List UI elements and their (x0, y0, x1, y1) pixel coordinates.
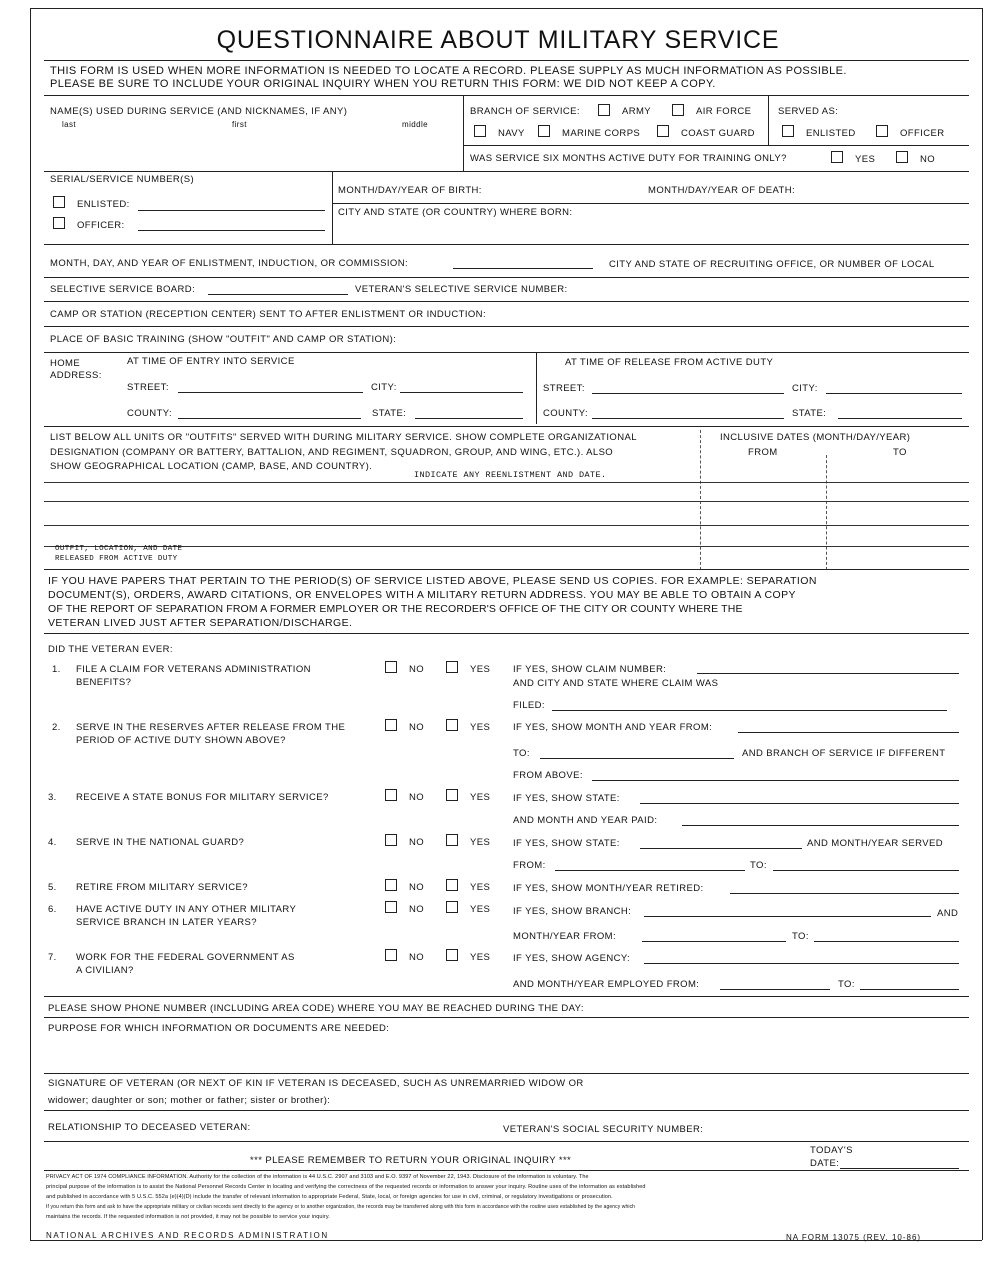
q3-paid-label: AND MONTH AND YEAR PAID: (513, 815, 658, 826)
rule (463, 145, 969, 146)
q2-from-field[interactable] (738, 732, 959, 733)
serial-officer-checkbox[interactable] (53, 217, 65, 229)
six-months-no-label: NO (920, 154, 936, 165)
entry-state-label: STATE: (372, 408, 407, 419)
q4-no-checkbox[interactable] (385, 834, 397, 846)
q7-text-2: A CIVILIAN? (76, 965, 134, 976)
q1-text-2: BENEFITS? (76, 677, 132, 688)
served-divider (768, 95, 769, 145)
rule (44, 633, 969, 634)
q6-text-1: HAVE ACTIVE DUTY IN ANY OTHER MILITARY (76, 904, 297, 915)
q4-from-label: FROM: (513, 860, 546, 871)
served-officer-checkbox[interactable] (876, 125, 888, 137)
q1-yes-label: YES (470, 664, 491, 675)
q1-yes-checkbox[interactable] (446, 661, 458, 673)
air-force-label: AIR FORCE (696, 106, 752, 117)
q6-branch-label: IF YES, SHOW BRANCH: (513, 906, 632, 917)
entry-city-field[interactable] (400, 392, 523, 393)
q6-from-field[interactable] (642, 941, 786, 942)
q7-employed-from-label: AND MONTH/YEAR EMPLOYED FROM: (513, 979, 700, 990)
q3-no-label: NO (409, 792, 425, 803)
navy-checkbox[interactable] (474, 125, 486, 137)
rule (44, 277, 969, 278)
relationship-label: RELATIONSHIP TO DECEASED VETERAN: (48, 1122, 251, 1133)
reenlistment-note: INDICATE ANY REENLISTMENT AND DATE. (414, 470, 607, 480)
papers-line-4: VETERAN LIVED JUST AFTER SEPARATION/DISCHARGE. (48, 617, 353, 629)
footer-agency: NATIONAL ARCHIVES AND RECORDS ADMINISTRATION (46, 1231, 329, 1240)
coast-guard-label: COAST GUARD (681, 128, 755, 139)
q7-to-field[interactable] (860, 989, 959, 990)
q1-text-1: FILE A CLAIM FOR VETERANS ADMINISTRATION (76, 664, 311, 675)
names-middle: middle (402, 120, 428, 129)
entry-street-field[interactable] (178, 392, 363, 393)
units-instruction-3: SHOW GEOGRAPHICAL LOCATION (CAMP, BASE, AND COUNTRY). (50, 461, 373, 472)
q5-retired-field[interactable] (730, 893, 959, 894)
q2-to-label: TO: (513, 748, 530, 759)
dates-from-to-divider (826, 455, 827, 570)
date-label: DATE: (810, 1158, 840, 1169)
q4-to-field[interactable] (773, 870, 959, 871)
q7-to-label: TO: (838, 979, 855, 990)
privacy-line-3: and published in accordance with 5 U.S.C. 552a (e)(4)(D) include the transfer of relevant information to appropriate Federal, State, local, or foreign agencies for use in civil, criminal, or regulatory investigations or prosecution. (46, 1194, 613, 1200)
names-first: first (232, 120, 247, 129)
outfit-release-label-1: OUTFIT, LOCATION, AND DATE (55, 545, 183, 553)
home-address-label-1: HOME (50, 358, 81, 369)
page-title: QUESTIONNAIRE ABOUT MILITARY SERVICE (216, 26, 780, 54)
q7-text-1: WORK FOR THE FEDERAL GOVERNMENT AS (76, 952, 295, 963)
release-city-label: CITY: (792, 383, 818, 394)
rule (44, 1110, 969, 1111)
intro-line-2: PLEASE BE SURE TO INCLUDE YOUR ORIGINAL INQUIRY WHEN YOU RETURN THIS FORM: WE DID NOT KEEP A COPY. (50, 78, 716, 90)
privacy-line-5: maintains the records. If the requested information is not provided, it may not be possible to service your inquiry. (46, 1214, 330, 1220)
rule (44, 1017, 969, 1018)
served-enlisted-checkbox[interactable] (782, 125, 794, 137)
release-street-field[interactable] (592, 393, 784, 394)
rule (44, 326, 969, 327)
q6-to-field[interactable] (814, 941, 959, 942)
rule (332, 203, 969, 204)
q4-state-field[interactable] (640, 848, 802, 849)
entry-address-heading: AT TIME OF ENTRY INTO SERVICE (127, 356, 295, 367)
rule (44, 1073, 969, 1074)
q7-yes-checkbox[interactable] (446, 949, 458, 961)
q1-filed-field[interactable] (552, 710, 947, 711)
q2-branch-label: AND BRANCH OF SERVICE IF DIFFERENT (742, 748, 946, 759)
q7-yes-label: YES (470, 952, 491, 963)
q5-text-1: RETIRE FROM MILITARY SERVICE? (76, 882, 248, 893)
release-address-heading: AT TIME OF RELEASE FROM ACTIVE DUTY (565, 357, 774, 368)
names-last: last (62, 120, 77, 129)
q4-served-label: AND MONTH/YEAR SERVED (807, 838, 943, 849)
q7-number: 7. (48, 952, 57, 963)
purpose-label: PURPOSE FOR WHICH INFORMATION OR DOCUMENTS ARE NEEDED: (48, 1023, 390, 1034)
phone-label: PLEASE SHOW PHONE NUMBER (INCLUDING AREA CODE) WHERE YOU MAY BE REACHED DURING THE DAY: (48, 1003, 584, 1014)
six-months-yes-label: YES (855, 154, 876, 165)
q5-yes-label: YES (470, 882, 491, 893)
dates-divider (700, 430, 701, 570)
papers-line-2: DOCUMENT(S), ORDERS, AWARD CITATIONS, OR ENVELOPES WITH A MILITARY RETURN ADDRESS. YOU MAY BE ABLE TO OBTAIN A COPY (48, 589, 796, 601)
army-checkbox[interactable] (598, 104, 610, 116)
rule (44, 352, 969, 353)
serial-officer-field[interactable] (138, 230, 325, 231)
q2-from-label: IF YES, SHOW MONTH AND YEAR FROM: (513, 722, 713, 733)
serial-label: SERIAL/SERVICE NUMBER(S) (50, 174, 195, 185)
ssn-label: VETERAN'S SOCIAL SECURITY NUMBER: (503, 1124, 704, 1135)
q4-yes-label: YES (470, 837, 491, 848)
q5-yes-checkbox[interactable] (446, 879, 458, 891)
q4-yes-checkbox[interactable] (446, 834, 458, 846)
q2-no-checkbox[interactable] (385, 719, 397, 731)
names-label: NAME(S) USED DURING SERVICE (AND NICKNAMES, IF ANY) (50, 106, 348, 117)
release-state-label: STATE: (792, 408, 827, 419)
dates-to-heading: TO (893, 447, 907, 458)
q2-to-field[interactable] (540, 758, 734, 759)
serial-officer-label: OFFICER: (77, 220, 125, 231)
todays-label: TODAY'S (810, 1145, 853, 1156)
served-as-label: SERVED AS: (778, 106, 839, 117)
reminder-text: *** PLEASE REMEMBER TO RETURN YOUR ORIGINAL INQUIRY *** (250, 1155, 572, 1166)
dates-from-heading: FROM (748, 447, 778, 458)
q6-yes-label: YES (470, 904, 491, 915)
todays-date-field[interactable] (840, 1168, 959, 1169)
units-instruction-2: DESIGNATION (COMPANY OR BATTERY, BATTALION, AND REGIMENT, SQUADRON, GROUP, AND WING, ETC.). ALSO (50, 447, 614, 458)
q3-state-field[interactable] (640, 803, 959, 804)
q2-yes-label: YES (470, 722, 491, 733)
q1-no-checkbox[interactable] (385, 661, 397, 673)
unit-row-4[interactable] (44, 546, 969, 547)
serial-enlisted-label: ENLISTED: (77, 199, 130, 210)
air-force-checkbox[interactable] (672, 104, 684, 116)
selective-board-label: SELECTIVE SERVICE BOARD: (50, 284, 196, 295)
did-the-veteran-ever: DID THE VETERAN EVER: (48, 644, 173, 655)
q4-to-label: TO: (750, 860, 767, 871)
q1-claim-number-field[interactable] (697, 673, 959, 674)
privacy-line-2: principal purpose of the information is to assist the National Personnel Records Center in locating and verifying the correctness of the requested records or information to answer your inquiry. Routine uses of the information as established (46, 1184, 646, 1190)
navy-label: NAVY (498, 128, 525, 139)
q3-yes-checkbox[interactable] (446, 789, 458, 801)
signature-label-1: SIGNATURE OF VETERAN (OR NEXT OF KIN IF VETERAN IS DECEASED, SUCH AS UNREMARRIED WIDOW OR (48, 1078, 584, 1089)
rule (44, 426, 969, 427)
rule (44, 95, 969, 96)
q7-no-label: NO (409, 952, 425, 963)
q3-no-checkbox[interactable] (385, 789, 397, 801)
rule (44, 569, 969, 570)
army-label: ARMY (622, 106, 652, 117)
units-instruction-1: LIST BELOW ALL UNITS OR "OUTFITS" SERVED WITH DURING MILITARY SERVICE. SHOW COMPLETE ORGANIZATIONAL (50, 432, 637, 443)
selective-number-label: VETERAN'S SELECTIVE SERVICE NUMBER: (355, 284, 568, 295)
title-rule (44, 60, 969, 61)
q2-text-1: SERVE IN THE RESERVES AFTER RELEASE FROM THE (76, 722, 346, 733)
entry-city-label: CITY: (371, 382, 397, 393)
q2-text-2: PERIOD OF ACTIVE DUTY SHOWN ABOVE? (76, 735, 286, 746)
dod-label: MONTH/DAY/YEAR OF DEATH: (648, 185, 796, 196)
basic-training-label: PLACE OF BASIC TRAINING (SHOW "OUTFIT" AND CAMP OR STATION): (50, 334, 397, 345)
q6-to-label: TO: (792, 931, 809, 942)
unit-row-2[interactable] (44, 501, 969, 502)
marine-corps-label: MARINE CORPS (562, 128, 641, 139)
unit-row-3[interactable] (44, 525, 969, 526)
rule (44, 301, 969, 302)
rule (44, 244, 969, 245)
q2-from-above-label: FROM ABOVE: (513, 770, 583, 781)
q5-no-label: NO (409, 882, 425, 893)
q2-yes-checkbox[interactable] (446, 719, 458, 731)
q6-no-checkbox[interactable] (385, 901, 397, 913)
coast-guard-checkbox[interactable] (657, 125, 669, 137)
papers-line-3: OF THE REPORT OF SEPARATION FROM A FORMER EMPLOYER OR THE RECORDER'S OFFICE OF THE CITY OR COUNTY WHERE THE (48, 603, 743, 615)
six-months-question: WAS SERVICE SIX MONTHS ACTIVE DUTY FOR TRAINING ONLY? (470, 153, 787, 164)
footer-form-number: NA FORM 13075 (REV. 10-86) (786, 1233, 922, 1242)
enlistment-date-field[interactable] (453, 268, 593, 269)
q4-from-field[interactable] (555, 870, 745, 871)
q4-no-label: NO (409, 837, 425, 848)
q2-from-above-field[interactable] (592, 780, 959, 781)
release-state-field[interactable] (838, 418, 962, 419)
q2-no-label: NO (409, 722, 425, 733)
q5-retired-label: IF YES, SHOW MONTH/YEAR RETIRED: (513, 883, 704, 894)
right-border (982, 8, 983, 1240)
q1-claim-city-label: AND CITY AND STATE WHERE CLAIM WAS (513, 678, 719, 689)
entry-county-field[interactable] (178, 418, 361, 419)
q3-text-1: RECEIVE A STATE BONUS FOR MILITARY SERVICE? (76, 792, 329, 803)
inclusive-dates-heading: INCLUSIVE DATES (MONTH/DAY/YEAR) (720, 432, 911, 443)
recruiting-office-label: CITY AND STATE OF RECRUITING OFFICE, OR NUMBER OF LOCAL (609, 259, 935, 270)
signature-label-2: widower; daughter or son; mother or father; sister or brother): (48, 1095, 331, 1106)
q3-state-label: IF YES, SHOW STATE: (513, 793, 620, 804)
names-divider (463, 95, 464, 171)
entry-street-label: STREET: (127, 382, 169, 393)
privacy-line-4: If you return this form and ask to have the appropriate military or civilian records sent directly to the agency or to another organization, the records may be transferred along with this form in accordance with the routine uses established by the agency which (46, 1204, 636, 1210)
release-county-label: COUNTY: (543, 408, 589, 419)
enlistment-date-label: MONTH, DAY, AND YEAR OF ENLISTMENT, INDUCTION, OR COMMISSION: (50, 258, 408, 269)
q6-text-2: SERVICE BRANCH IN LATER YEARS? (76, 917, 257, 928)
release-street-label: STREET: (543, 383, 585, 394)
rule (44, 1170, 969, 1171)
q7-no-checkbox[interactable] (385, 949, 397, 961)
six-months-yes-checkbox[interactable] (831, 151, 843, 163)
q1-no-label: NO (409, 664, 425, 675)
rule (44, 1141, 969, 1142)
q7-agency-label: IF YES, SHOW AGENCY: (513, 953, 631, 964)
served-enlisted-label: ENLISTED (806, 128, 856, 139)
q1-filed-label: FILED: (513, 700, 545, 711)
q6-and-label: AND (937, 908, 959, 919)
marine-corps-checkbox[interactable] (538, 125, 550, 137)
address-divider (536, 352, 537, 424)
serial-divider (332, 171, 333, 244)
release-county-field[interactable] (592, 418, 784, 419)
top-border (30, 8, 982, 9)
privacy-line-1: PRIVACY ACT OF 1974 COMPLIANCE INFORMATION. Authority for the collection of the information is 44 U.S.C. 2907 and 3103 and E.O. 9397 of November 22, 1943. Disclosure of the information is voluntary. The (46, 1174, 589, 1180)
intro-line-1: THIS FORM IS USED WHEN MORE INFORMATION IS NEEDED TO LOCATE A RECORD. PLEASE SUPPLY AS MUCH INFORMATION AS POSSIBLE. (50, 65, 847, 77)
q5-number: 5. (48, 882, 57, 893)
serial-enlisted-checkbox[interactable] (53, 196, 65, 208)
left-border (30, 8, 31, 1240)
birthplace-label: CITY AND STATE (OR COUNTRY) WHERE BORN: (338, 207, 573, 218)
q6-no-label: NO (409, 904, 425, 915)
q3-yes-label: YES (470, 792, 491, 803)
q6-branch-field[interactable] (644, 916, 931, 917)
q6-number: 6. (48, 904, 57, 915)
branch-label: BRANCH OF SERVICE: (470, 106, 580, 117)
camp-label: CAMP OR STATION (RECEPTION CENTER) SENT TO AFTER ENLISTMENT OR INDUCTION: (50, 309, 486, 320)
q1-number: 1. (52, 664, 61, 675)
unit-row-1[interactable] (44, 482, 969, 483)
home-address-label-2: ADDRESS: (50, 370, 102, 381)
q2-number: 2. (52, 722, 61, 733)
rule (44, 171, 969, 172)
dob-label: MONTH/DAY/YEAR OF BIRTH: (338, 185, 482, 196)
rule (44, 996, 969, 997)
q5-no-checkbox[interactable] (385, 879, 397, 891)
outfit-release-label-2: RELEASED FROM ACTIVE DUTY (55, 555, 178, 563)
papers-line-1: IF YOU HAVE PAPERS THAT PERTAIN TO THE PERIOD(S) OF SERVICE LISTED ABOVE, PLEASE SEND US COPIES. FOR EXAMPLE: SEPARATION (48, 575, 817, 587)
q4-number: 4. (48, 837, 57, 848)
entry-county-label: COUNTY: (127, 408, 173, 419)
q1-claim-number-label: IF YES, SHOW CLAIM NUMBER: (513, 664, 667, 675)
q7-employed-from-field[interactable] (720, 989, 830, 990)
entry-state-field[interactable] (415, 418, 523, 419)
serial-enlisted-field[interactable] (138, 210, 325, 211)
q6-yes-checkbox[interactable] (446, 901, 458, 913)
q6-from-label: MONTH/YEAR FROM: (513, 931, 616, 942)
six-months-no-checkbox[interactable] (896, 151, 908, 163)
release-city-field[interactable] (826, 393, 962, 394)
q7-agency-field[interactable] (644, 963, 959, 964)
q3-number: 3. (48, 792, 57, 803)
q3-paid-field[interactable] (682, 825, 959, 826)
q4-text-1: SERVE IN THE NATIONAL GUARD? (76, 837, 245, 848)
q4-state-label: IF YES, SHOW STATE: (513, 838, 620, 849)
selective-board-field[interactable] (208, 294, 348, 295)
served-officer-label: OFFICER (900, 128, 945, 139)
